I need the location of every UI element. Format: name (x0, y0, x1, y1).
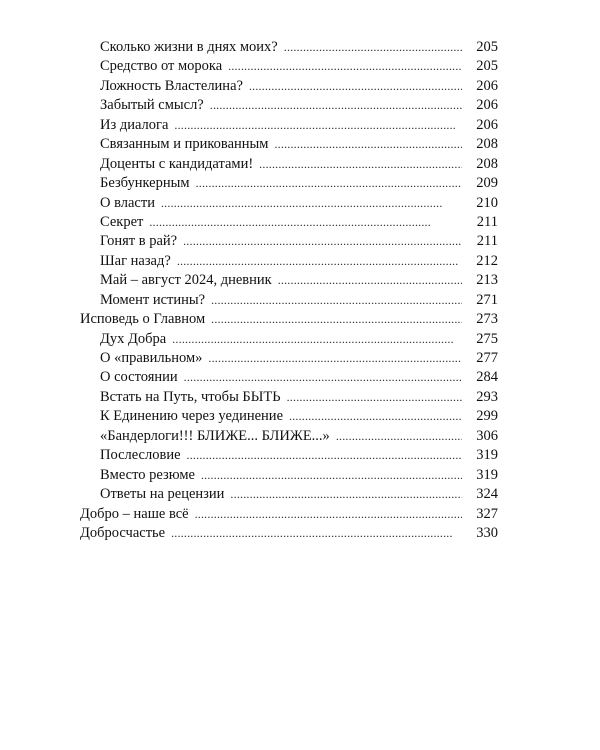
toc-entry-title: Добросчастье (80, 524, 166, 541)
toc-entry-title: Доценты с кандидатами! (100, 155, 254, 172)
toc-entry (0, 135, 600, 154)
toc-entry-title: Секрет (100, 213, 144, 230)
dot-leader (187, 446, 462, 465)
dot-leader (174, 116, 462, 135)
toc-entry-title: Встать на Путь, чтобы БЫТЬ (100, 388, 281, 405)
toc-entry-page-number: 273 (476, 311, 498, 328)
toc-entry-title: Добро – наше всё (80, 505, 189, 522)
toc-entry (0, 174, 600, 193)
toc-entry-page-number: 319 (476, 447, 498, 464)
dot-leader (278, 271, 462, 290)
toc-entry-title: Май – август 2024, дневник (100, 272, 272, 289)
toc-entry (0, 232, 600, 251)
dot-leader (183, 232, 462, 251)
dot-leader (177, 252, 462, 271)
toc-entry-title: Средство от морока (100, 58, 223, 75)
dot-leader (149, 213, 462, 232)
toc-entry-page-number: 205 (476, 58, 498, 75)
dot-leader (284, 38, 462, 57)
toc-entry (0, 155, 600, 174)
toc-entry (0, 252, 600, 271)
toc-entry-page-number: 210 (476, 194, 498, 211)
toc-entry-title: Дух Добра (100, 330, 167, 347)
toc-entry-title: О «правильном» (100, 350, 203, 366)
toc-entry-title: Сколько жизни в днях моих? (100, 39, 278, 55)
toc-entry-page-number: 205 (476, 39, 498, 55)
toc-entry (0, 310, 600, 329)
toc-entry-page-number: 299 (476, 408, 498, 425)
dot-leader (211, 291, 462, 310)
toc-entry (0, 485, 600, 504)
toc-entry-page-number: 277 (476, 350, 498, 366)
table-of-contents (0, 38, 600, 543)
toc-entry-page-number: 206 (476, 97, 498, 114)
toc-entry-title: Послесловие (100, 447, 181, 464)
toc-entry-title: К Единению через уединение (100, 408, 283, 425)
toc-entry-page-number: 275 (476, 330, 498, 347)
dot-leader (259, 155, 462, 174)
toc-entry-page-number: 213 (476, 272, 498, 289)
toc-entry-page-number: 330 (476, 524, 498, 541)
toc-entry (0, 330, 600, 349)
toc-entry (0, 77, 600, 96)
toc-entry-page-number: 293 (476, 388, 498, 405)
toc-entry (0, 291, 600, 310)
toc-entry (0, 194, 600, 213)
toc-entry (0, 349, 600, 368)
toc-entry-title: Безбункерным (100, 175, 190, 192)
dot-leader (249, 77, 462, 96)
toc-entry (0, 116, 600, 135)
toc-entry-page-number: 327 (476, 505, 498, 522)
toc-entry-title: Ответы на рецензии (100, 486, 225, 503)
dot-leader (201, 466, 462, 485)
toc-entry (0, 96, 600, 115)
toc-entry (0, 388, 600, 407)
dot-leader (196, 174, 462, 193)
dot-leader (274, 135, 462, 154)
toc-entry (0, 213, 600, 232)
toc-entry (0, 427, 600, 446)
toc-entry (0, 466, 600, 485)
toc-entry-title: Связанным и прикованным (100, 136, 269, 153)
toc-entry-title: Из диалога (100, 116, 169, 133)
toc-entry-title: Момент истины? (100, 291, 206, 308)
toc-entry (0, 368, 600, 387)
toc-entry-page-number: 211 (476, 233, 498, 250)
toc-entry-title: Исповедь о Главном (80, 311, 206, 328)
dot-leader (184, 368, 462, 387)
toc-entry-title: О власти (100, 194, 155, 211)
toc-entry-title: О состоянии (100, 369, 178, 386)
dot-leader (208, 349, 462, 368)
dot-leader (228, 57, 462, 76)
toc-entry-title: Шаг назад? (100, 252, 171, 269)
toc-entry (0, 38, 600, 57)
dot-leader (161, 194, 462, 213)
toc-entry-title: «Бандерлоги!!! БЛИЖЕ... БЛИЖЕ...» (100, 427, 330, 444)
toc-entry (0, 407, 600, 426)
toc-entry-title: Вместо резюме (100, 466, 195, 483)
toc-entry (0, 524, 600, 543)
toc-entry (0, 446, 600, 465)
dot-leader (211, 310, 462, 329)
toc-entry-page-number: 206 (476, 116, 498, 133)
toc-entry (0, 271, 600, 290)
toc-entry-title: Гонят в рай? (100, 233, 178, 250)
dot-leader (172, 330, 462, 349)
toc-entry-page-number: 206 (476, 77, 498, 94)
toc-entry-page-number: 324 (476, 486, 498, 503)
toc-entry-page-number: 211 (476, 213, 498, 230)
toc-entry-title: Ложность Властелина? (100, 77, 243, 94)
toc-entry-page-number: 319 (476, 466, 498, 483)
toc-entry-page-number: 212 (476, 252, 498, 269)
toc-entry (0, 505, 600, 524)
dot-leader (210, 96, 462, 115)
dot-leader (289, 407, 462, 426)
toc-entry (0, 57, 600, 76)
dot-leader (195, 505, 462, 524)
dot-leader (336, 427, 462, 446)
toc-entry-page-number: 306 (476, 427, 498, 444)
dot-leader (230, 485, 462, 504)
toc-entry-page-number: 284 (476, 369, 498, 386)
toc-entry-page-number: 209 (476, 175, 498, 192)
toc-entry-page-number: 271 (476, 291, 498, 308)
toc-entry-title: Забытый смысл? (100, 97, 204, 114)
dot-leader (287, 388, 462, 407)
toc-entry-page-number: 208 (476, 136, 498, 153)
dot-leader (171, 524, 462, 543)
toc-entry-page-number: 208 (476, 155, 498, 172)
